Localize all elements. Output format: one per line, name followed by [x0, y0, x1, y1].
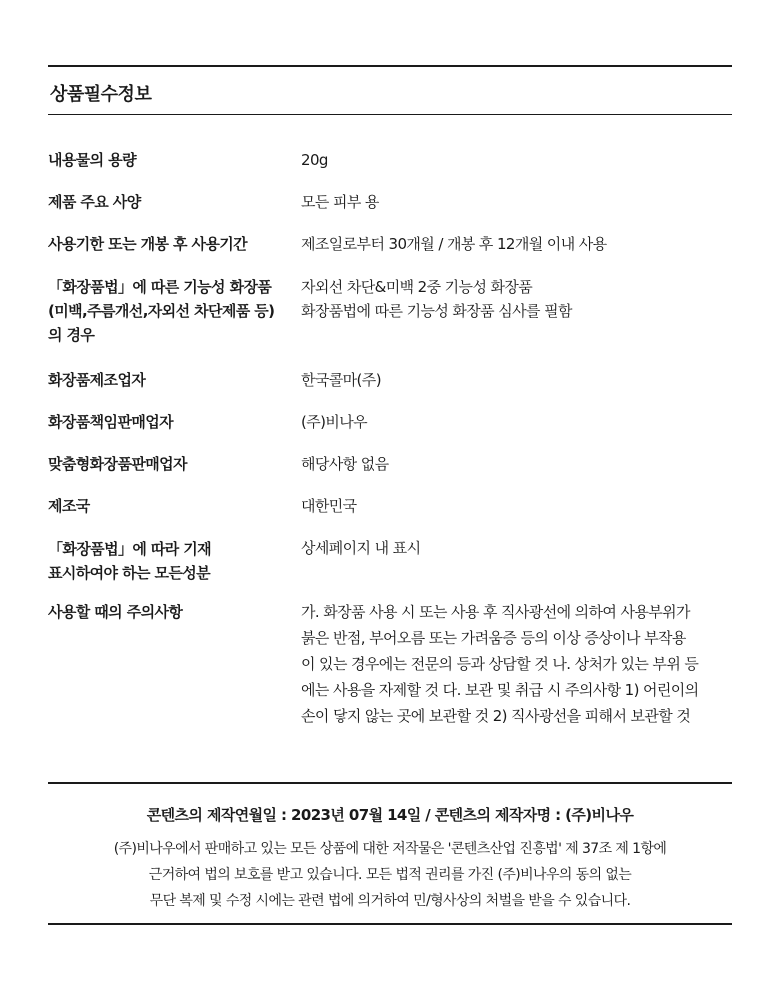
copyright-notice [48, 836, 732, 914]
info-label: 사용기한 또는 개봉 후 사용기간 [48, 235, 248, 253]
copyright-notice-line: (주)비나우에서 판매하고 있는 모든 상품에 대한 저작물은 '콘텐츠산업 진흥법' 제 37조 제 1항에 [113, 841, 667, 857]
info-row-volume [48, 150, 732, 192]
footer-top-divider [48, 782, 732, 784]
info-label: 제조국 [48, 497, 90, 515]
info-row-caution [48, 602, 732, 729]
info-row-spec [48, 192, 732, 234]
info-label: 사용할 때의 주의사항 [48, 603, 183, 621]
info-label: 제품 주요 사양 [48, 193, 141, 211]
info-label: 맞춤형화장품판매업자 [48, 455, 187, 473]
copyright-notice-line: 근거하여 법의 보호를 받고 있습니다. 모든 법적 권리를 가진 (주)비나우의 동의 없는 [148, 867, 632, 883]
info-value: 제조일로부터 30개월 / 개봉 후 12개월 이내 사용 [301, 235, 607, 253]
section-title: 상품필수정보 [50, 84, 152, 105]
info-row-country [48, 496, 732, 538]
info-row-seller [48, 412, 732, 454]
top-divider [48, 65, 732, 67]
info-value: 해당사항 없음 [301, 455, 389, 473]
info-value: (주)비나우 [301, 413, 368, 431]
info-row-custom-seller [48, 454, 732, 496]
info-label: 화장품책임판매업자 [48, 413, 174, 431]
info-label: 내용물의 용량 [48, 151, 136, 169]
info-value: 한국콜마(주) [301, 371, 381, 389]
footer-bottom-divider [48, 923, 732, 925]
info-row-expiry [48, 234, 732, 276]
info-value: 자외선 차단&미백 2중 기능성 화장품 화장품법에 따른 기능성 화장품 심사를 필함 [301, 278, 572, 320]
copyright-notice-line: 무단 복제 및 수정 시에는 관련 법에 의거하여 민/형사상의 처벌을 받을 수 있습니다. [149, 893, 631, 909]
info-value: 모든 피부 용 [301, 193, 379, 211]
info-value: 20g [301, 151, 328, 169]
info-value: 상세페이지 내 표시 [301, 539, 421, 557]
info-value: 대한민국 [301, 497, 357, 515]
info-row-functional [48, 276, 732, 370]
info-label: 「화장품법」에 따라 기재 표시하여야 하는 모든성분 [48, 540, 212, 582]
info-row-manufacturer [48, 370, 732, 412]
info-label: 「화장품법」에 따른 기능성 화장품 (미백,주름개선,자외선 차단제품 등) 의 경우 [48, 278, 275, 344]
content-production-info: 콘텐츠의 제작연월일 : 2023년 07월 14일 / 콘텐츠의 제작자명 : (주)비나우 [146, 806, 634, 824]
product-info-table [48, 150, 732, 729]
info-label: 화장품제조업자 [48, 371, 146, 389]
info-row-ingredients [48, 538, 732, 602]
info-value: 가. 화장품 사용 시 또는 사용 후 직사광선에 의하여 사용부위가 붉은 반점, 부어오름 또는 가려움증 등의 이상 증상이나 부작용 이 있는 경우에는 전문의 등과 상담할 것 나. 상처가 있는 부위 등 에는 사용을 자제할 것 다. 보관 및 취급 시 주의사항 1) 어린이의 손이 닿지 않는 곳에 보관할 것 2) 직사광선을 피해서 보관할 것 [301, 603, 699, 725]
title-divider [48, 114, 732, 115]
